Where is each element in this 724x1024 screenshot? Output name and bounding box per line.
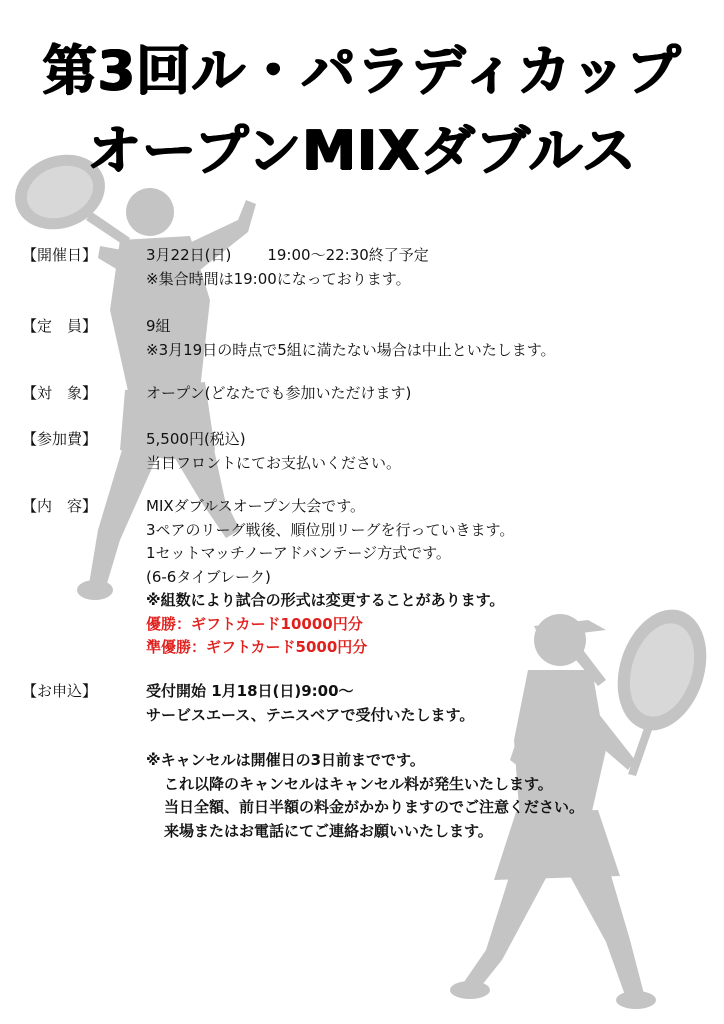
content-line: MIXダブルスオープン大会です。 xyxy=(146,497,366,515)
content-note: ※組数により試合の形式は変更することがあります。 xyxy=(146,591,505,609)
prize-second: 準優勝：ギフトカード5000円分 xyxy=(146,638,368,656)
target-value: オープン(どなたでも参加いただけます) xyxy=(146,384,412,402)
date-day: 3月22日(日) xyxy=(146,246,232,264)
apply-where: サービスエース、テニスベアで受付いたします。 xyxy=(146,705,475,724)
date-note: ※集合時間は19:00になっております。 xyxy=(146,269,411,288)
content-label: 【内 容】 xyxy=(22,497,98,515)
apply-start: 受付開始 1月18日(日)9:00～ xyxy=(146,682,354,700)
cancel-line: 当日全額、前日半額の料金がかかりますのでご注意ください。 xyxy=(164,798,585,816)
cancel-line: ※キャンセルは開催日の3日前までです。 xyxy=(146,751,425,769)
page-subtitle: オープンMIXダブルス xyxy=(87,119,637,182)
capacity-note: ※3月19日の時点で5組に満たない場合は中止といたします。 xyxy=(146,340,556,359)
date-value xyxy=(146,244,716,291)
content-line: 3ペアのリーグ戦後、順位別リーグを行っていきます。 xyxy=(146,520,515,539)
fee-value: 5,500円(税込) xyxy=(146,430,246,448)
cancel-line: これ以降のキャンセルはキャンセル料が発生いたします。 xyxy=(164,774,553,793)
page-title: 第3回ル・パラディカップ xyxy=(42,39,682,102)
date-label: 【開催日】 xyxy=(22,246,98,264)
fee-note: 当日フロントにてお支払いください。 xyxy=(146,453,402,472)
capacity-label: 【定 員】 xyxy=(22,317,98,335)
cancel-line: 来場またはお電話にてご連絡お願いいたします。 xyxy=(164,821,493,840)
fee-label: 【参加費】 xyxy=(22,430,98,448)
prize-first: 優勝：ギフトカード10000円分 xyxy=(146,614,363,633)
content-line: 1セットマッチノーアドバンテージ方式です。 xyxy=(146,544,451,562)
content-line: (6-6タイブレーク) xyxy=(146,567,271,586)
date-time: 19:00～22:30終了予定 xyxy=(267,246,429,264)
capacity-value: 9組 xyxy=(146,317,171,335)
apply-label: 【お申込】 xyxy=(22,682,98,700)
target-label: 【対 象】 xyxy=(22,384,98,402)
